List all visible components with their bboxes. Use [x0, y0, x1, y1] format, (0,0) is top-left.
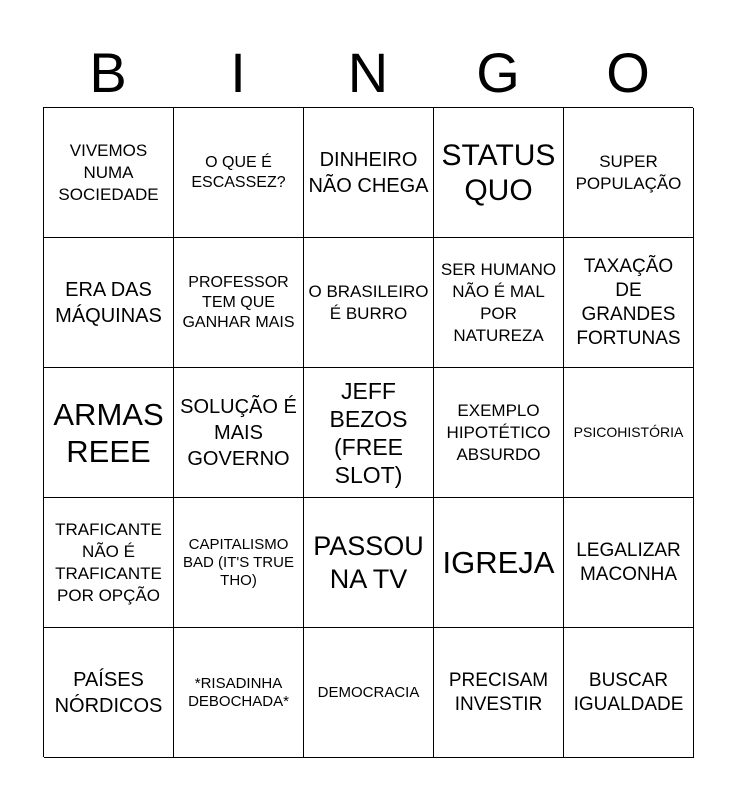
bingo-board	[43, 107, 693, 757]
bingo-cell[interactable]: LEGALIZAR MACONHA	[564, 498, 694, 628]
bingo-cell[interactable]: ERA DAS MÁQUINAS	[44, 238, 174, 368]
bingo-cell[interactable]: BUSCAR IGUALDADE	[564, 628, 694, 758]
header-letter-n: N	[347, 41, 389, 104]
header-letter-o: O	[606, 41, 650, 104]
bingo-cell[interactable]: PASSOU NA TV	[304, 498, 434, 628]
bingo-cell[interactable]: SOLUÇÃO É MAIS GOVERNO	[174, 368, 304, 498]
header-letter-i: I	[230, 41, 246, 104]
bingo-cell[interactable]: IGREJA	[434, 498, 564, 628]
header-letter-b: B	[89, 41, 127, 104]
bingo-cell[interactable]: O BRASILEIRO É BURRO	[304, 238, 434, 368]
bingo-cell[interactable]: TAXAÇÃO DE GRANDES FORTUNAS	[564, 238, 694, 368]
bingo-cell[interactable]: PSICOHISTÓRIA	[564, 368, 694, 498]
bingo-cell[interactable]: ARMAS REEE	[44, 368, 174, 498]
bingo-cell[interactable]: PAÍSES NÓRDICOS	[44, 628, 174, 758]
bingo-cell[interactable]: EXEMPLO HIPOTÉTICO ABSURDO	[434, 368, 564, 498]
bingo-cell[interactable]: SER HUMANO NÃO É MAL POR NATUREZA	[434, 238, 564, 368]
bingo-cell[interactable]: *RISADINHA DEBOCHADA*	[174, 628, 304, 758]
bingo-cell[interactable]: O QUE É ESCASSEZ?	[174, 108, 304, 238]
bingo-cell[interactable]: CAPITALISMO BAD (IT'S TRUE THO)	[174, 498, 304, 628]
bingo-cell[interactable]: DINHEIRO NÃO CHEGA	[304, 108, 434, 238]
bingo-cell[interactable]: PROFESSOR TEM QUE GANHAR MAIS	[174, 238, 304, 368]
bingo-cell[interactable]: VIVEMOS NUMA SOCIEDADE	[44, 108, 174, 238]
bingo-cell[interactable]: TRAFICANTE NÃO É TRAFICANTE POR OPÇÃO	[44, 498, 174, 628]
bingo-cell[interactable]: SUPER POPULAÇÃO	[564, 108, 694, 238]
bingo-cell[interactable]: PRECISAM INVESTIR	[434, 628, 564, 758]
header-letter-g: G	[476, 41, 520, 104]
bingo-cell[interactable]: DEMOCRACIA	[304, 628, 434, 758]
bingo-header	[43, 40, 693, 106]
bingo-cell[interactable]: JEFF BEZOS (FREE SLOT)	[304, 368, 434, 498]
bingo-cell[interactable]: STATUS QUO	[434, 108, 564, 238]
